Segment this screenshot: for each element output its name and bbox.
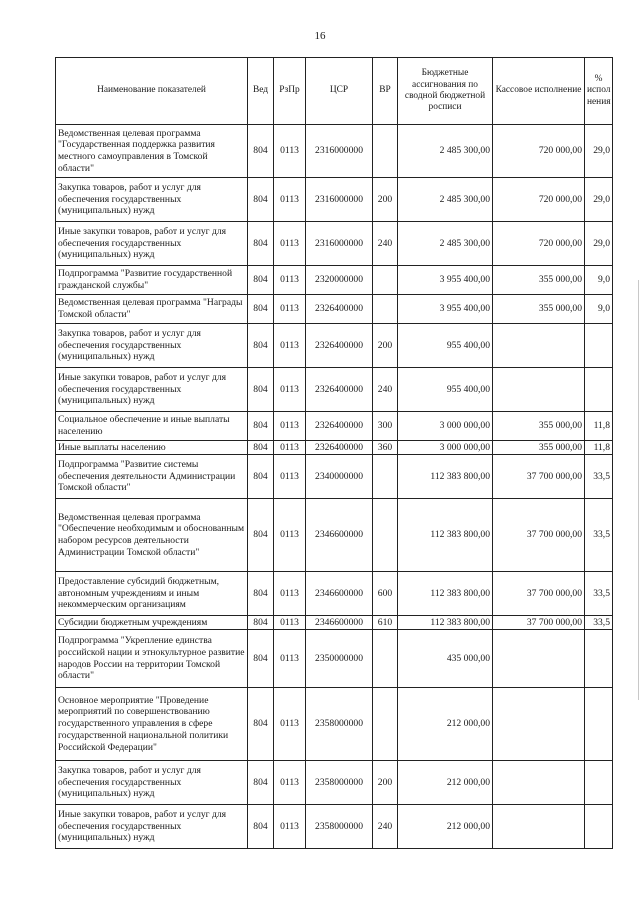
cell-name: Подпрограмма "Развитие государственной гражданской службы"	[56, 266, 248, 295]
cell-pct: 11,8	[585, 412, 613, 441]
cell-name: Основное мероприятие "Проведение мероприятий по совершенствованию государственного управления в сфере государственной национальной политики Российской Федерации"	[56, 688, 248, 761]
cell-cash: 720 000,00	[493, 178, 585, 222]
cell-rzpr: 0113	[274, 455, 306, 499]
cell-vr	[373, 455, 398, 499]
cell-pct: 11,8	[585, 441, 613, 455]
table-row	[56, 324, 613, 368]
cell-rzpr: 0113	[274, 805, 306, 849]
cell-ved: 804	[248, 178, 274, 222]
cell-budget: 3 955 400,00	[398, 266, 493, 295]
cell-cash: 37 700 000,00	[493, 499, 585, 572]
cell-csr: 2346600000	[306, 572, 373, 616]
cell-pct	[585, 688, 613, 761]
cell-ved: 804	[248, 222, 274, 266]
cell-cash: 355 000,00	[493, 441, 585, 455]
cell-budget: 112 383 800,00	[398, 616, 493, 630]
cell-csr: 2358000000	[306, 688, 373, 761]
cell-vr	[373, 499, 398, 572]
cell-budget: 2 485 300,00	[398, 222, 493, 266]
cell-cash	[493, 630, 585, 688]
header-budget: Бюджетные ассигнования по сводной бюджетной росписи	[398, 58, 493, 125]
cell-cash	[493, 761, 585, 805]
table-row	[56, 441, 613, 455]
header-vr: ВР	[373, 58, 398, 125]
cell-vr: 600	[373, 572, 398, 616]
cell-csr: 2326400000	[306, 368, 373, 412]
cell-rzpr: 0113	[274, 572, 306, 616]
cell-cash	[493, 688, 585, 761]
table-row	[56, 222, 613, 266]
cell-rzpr: 0113	[274, 688, 306, 761]
cell-csr: 2326400000	[306, 295, 373, 324]
cell-vr: 240	[373, 368, 398, 412]
cell-budget: 3 955 400,00	[398, 295, 493, 324]
table-row	[56, 412, 613, 441]
cell-vr: 200	[373, 324, 398, 368]
cell-csr: 2340000000	[306, 455, 373, 499]
cell-pct	[585, 761, 613, 805]
cell-name: Предоставление субсидий бюджетным, автономным учреждениям и иным некоммерческим организациям	[56, 572, 248, 616]
cell-name: Закупка товаров, работ и услуг для обеспечения государственных (муниципальных) нужд	[56, 761, 248, 805]
cell-budget: 2 485 300,00	[398, 125, 493, 178]
cell-name: Ведомственная целевая программа "Награды Томской области"	[56, 295, 248, 324]
cell-csr: 2316000000	[306, 178, 373, 222]
cell-ved: 804	[248, 455, 274, 499]
cell-ved: 804	[248, 266, 274, 295]
cell-pct: 33,5	[585, 616, 613, 630]
cell-pct: 33,5	[585, 455, 613, 499]
cell-cash: 37 700 000,00	[493, 616, 585, 630]
cell-rzpr: 0113	[274, 412, 306, 441]
cell-csr: 2358000000	[306, 805, 373, 849]
cell-budget: 212 000,00	[398, 761, 493, 805]
table-row	[56, 572, 613, 616]
cell-vr	[373, 266, 398, 295]
cell-csr: 2326400000	[306, 412, 373, 441]
cell-budget: 212 000,00	[398, 805, 493, 849]
cell-rzpr: 0113	[274, 125, 306, 178]
cell-ved: 804	[248, 805, 274, 849]
cell-budget: 3 000 000,00	[398, 441, 493, 455]
cell-budget: 955 400,00	[398, 368, 493, 412]
cell-vr: 200	[373, 761, 398, 805]
table-row	[56, 688, 613, 761]
cell-budget: 435 000,00	[398, 630, 493, 688]
cell-name: Подпрограмма "Развитие системы обеспечения деятельности Администрации Томской области"	[56, 455, 248, 499]
header-cash: Кассовое исполнение	[493, 58, 585, 125]
table-row	[56, 178, 613, 222]
cell-csr: 2316000000	[306, 222, 373, 266]
cell-pct: 9,0	[585, 295, 613, 324]
cell-cash	[493, 368, 585, 412]
table-row	[56, 455, 613, 499]
table-row	[56, 499, 613, 572]
cell-vr: 200	[373, 178, 398, 222]
cell-budget: 2 485 300,00	[398, 178, 493, 222]
page-number: 16	[314, 30, 326, 42]
cell-ved: 804	[248, 616, 274, 630]
cell-cash: 37 700 000,00	[493, 455, 585, 499]
cell-ved: 804	[248, 441, 274, 455]
cell-csr: 2346600000	[306, 499, 373, 572]
cell-rzpr: 0113	[274, 761, 306, 805]
cell-name: Иные закупки товаров, работ и услуг для обеспечения государственных (муниципальных) нужд	[56, 222, 248, 266]
cell-name: Иные закупки товаров, работ и услуг для обеспечения государственных (муниципальных) нужд	[56, 805, 248, 849]
cell-rzpr: 0113	[274, 499, 306, 572]
cell-budget: 3 000 000,00	[398, 412, 493, 441]
cell-ved: 804	[248, 688, 274, 761]
cell-rzpr: 0113	[274, 295, 306, 324]
cell-rzpr: 0113	[274, 178, 306, 222]
cell-csr: 2350000000	[306, 630, 373, 688]
cell-ved: 804	[248, 324, 274, 368]
cell-name: Субсидии бюджетным учреждениям	[56, 616, 248, 630]
cell-ved: 804	[248, 572, 274, 616]
cell-budget: 955 400,00	[398, 324, 493, 368]
cell-name: Подпрограмма "Укрепление единства российской нации и этнокультурное развитие народов России на территории Томской области"	[56, 630, 248, 688]
cell-name: Ведомственная целевая программа "Обеспечение необходимым и обоснованным набором ресурсов деятельности Администрации Томской области"	[56, 499, 248, 572]
cell-csr: 2316000000	[306, 125, 373, 178]
table-row	[56, 266, 613, 295]
cell-ved: 804	[248, 761, 274, 805]
cell-pct	[585, 630, 613, 688]
cell-rzpr: 0113	[274, 324, 306, 368]
cell-rzpr: 0113	[274, 616, 306, 630]
cell-vr	[373, 630, 398, 688]
table-header-row	[56, 58, 613, 125]
scan-edge-line	[638, 280, 639, 700]
budget-execution-table	[55, 57, 613, 849]
cell-budget: 212 000,00	[398, 688, 493, 761]
cell-name: Иные выплаты населению	[56, 441, 248, 455]
cell-budget: 112 383 800,00	[398, 572, 493, 616]
cell-vr	[373, 295, 398, 324]
cell-name: Закупка товаров, работ и услуг для обеспечения государственных (муниципальных) нужд	[56, 178, 248, 222]
cell-cash: 355 000,00	[493, 412, 585, 441]
cell-name: Ведомственная целевая программа "Государственная поддержка развития местного самоуправления в Томской области"	[56, 125, 248, 178]
cell-ved: 804	[248, 412, 274, 441]
table-row	[56, 761, 613, 805]
cell-pct: 29,0	[585, 125, 613, 178]
cell-vr: 240	[373, 805, 398, 849]
cell-vr: 610	[373, 616, 398, 630]
cell-vr	[373, 688, 398, 761]
cell-csr: 2346600000	[306, 616, 373, 630]
cell-budget: 112 383 800,00	[398, 455, 493, 499]
cell-vr	[373, 125, 398, 178]
cell-pct	[585, 368, 613, 412]
header-pct: % испол нения	[585, 58, 613, 125]
cell-cash	[493, 805, 585, 849]
table-row	[56, 295, 613, 324]
header-name: Наименование показателей	[56, 58, 248, 125]
cell-vr: 360	[373, 441, 398, 455]
table-row	[56, 125, 613, 178]
cell-cash: 720 000,00	[493, 125, 585, 178]
cell-csr: 2358000000	[306, 761, 373, 805]
cell-ved: 804	[248, 630, 274, 688]
cell-csr: 2320000000	[306, 266, 373, 295]
cell-ved: 804	[248, 295, 274, 324]
header-ved: Вед	[248, 58, 274, 125]
cell-cash: 720 000,00	[493, 222, 585, 266]
cell-rzpr: 0113	[274, 441, 306, 455]
cell-ved: 804	[248, 368, 274, 412]
cell-cash	[493, 324, 585, 368]
table-row	[56, 630, 613, 688]
cell-vr: 300	[373, 412, 398, 441]
cell-pct: 33,5	[585, 572, 613, 616]
table-row	[56, 616, 613, 630]
table-row	[56, 368, 613, 412]
table-row	[56, 805, 613, 849]
cell-rzpr: 0113	[274, 266, 306, 295]
cell-ved: 804	[248, 499, 274, 572]
cell-name: Социальное обеспечение и иные выплаты населению	[56, 412, 248, 441]
cell-name: Иные закупки товаров, работ и услуг для обеспечения государственных (муниципальных) нужд	[56, 368, 248, 412]
cell-budget: 112 383 800,00	[398, 499, 493, 572]
header-csr: ЦСР	[306, 58, 373, 125]
cell-pct: 33,5	[585, 499, 613, 572]
cell-pct	[585, 805, 613, 849]
cell-rzpr: 0113	[274, 222, 306, 266]
cell-name: Закупка товаров, работ и услуг для обеспечения государственных (муниципальных) нужд	[56, 324, 248, 368]
cell-ved: 804	[248, 125, 274, 178]
cell-rzpr: 0113	[274, 630, 306, 688]
cell-pct: 29,0	[585, 178, 613, 222]
cell-cash: 355 000,00	[493, 266, 585, 295]
cell-rzpr: 0113	[274, 368, 306, 412]
cell-pct: 29,0	[585, 222, 613, 266]
cell-pct	[585, 324, 613, 368]
cell-cash: 355 000,00	[493, 295, 585, 324]
cell-pct: 9,0	[585, 266, 613, 295]
header-rzpr: РзПр	[274, 58, 306, 125]
cell-csr: 2326400000	[306, 441, 373, 455]
cell-cash: 37 700 000,00	[493, 572, 585, 616]
cell-vr: 240	[373, 222, 398, 266]
cell-csr: 2326400000	[306, 324, 373, 368]
